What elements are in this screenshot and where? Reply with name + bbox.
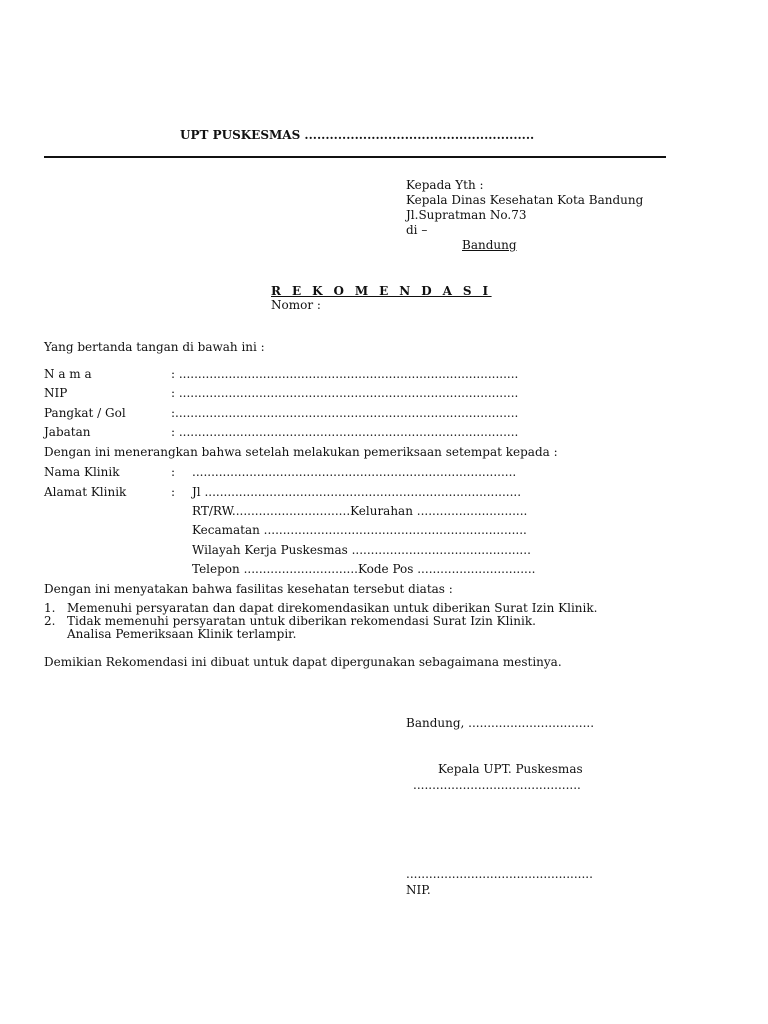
signer-name-dots: ................................................. <box>406 867 593 881</box>
closing-statement: Demikian Rekomendasi ini dibuat untuk dapat dipergunakan sebagaimana mestinya. <box>44 655 562 669</box>
document-number-label: Nomor : <box>271 298 321 312</box>
field-kecamatan: Kecamatan ..................................................................... <box>192 523 527 537</box>
field-rt-rw-kelurahan: RT/RW...............................Kelurahan ............................. <box>192 504 528 518</box>
field-value-nama: : ......................................................................................... <box>171 367 519 381</box>
option-text: Tidak memenuhi persyaratan untuk diberikan rekomendasi Surat Izin Klinik. <box>67 614 536 628</box>
field-colon-nama-klinik: : <box>171 465 176 479</box>
signer-nip: NIP. <box>406 883 431 897</box>
addressee-di: di – <box>406 223 428 237</box>
letterhead-title: UPT PUSKESMAS ....................................................... <box>180 128 535 142</box>
field-value-nama-klinik: ..................................................................................... <box>192 465 517 479</box>
letterhead-rule <box>44 156 666 158</box>
addressee-to: Kepada Yth : <box>406 178 484 192</box>
field-label-nip: NIP <box>44 386 68 400</box>
field-colon-alamat-klinik: : <box>171 485 176 499</box>
signer-position: Kepala UPT. Puskesmas <box>438 762 583 776</box>
field-label-nama: N a m a <box>44 367 92 381</box>
field-value-nip: : ......................................................................................... <box>171 386 519 400</box>
option-number: 1. <box>44 601 56 615</box>
option-text: Memenuhi persyaratan dan dapat direkomendasikan untuk diberikan Surat Izin Klinik. <box>67 601 598 615</box>
addressee-street: Jl.Supratman No.73 <box>406 208 527 222</box>
field-telepon-kodepos: Telepon ..............................Kode Pos ............................... <box>192 562 536 576</box>
field-value-jabatan: : ......................................................................................... <box>171 425 519 439</box>
option-note: Analisa Pemeriksaan Klinik terlampir. <box>67 627 297 641</box>
field-label-pangkat: Pangkat / Gol <box>44 406 126 420</box>
field-label-nama-klinik: Nama Klinik <box>44 465 120 479</box>
field-wilayah-kerja: Wilayah Kerja Puskesmas ............................................... <box>192 543 531 557</box>
document-title: R E K O M E N D A S I <box>271 284 492 298</box>
addressee-city: Bandung <box>462 238 517 252</box>
option-number: 2. <box>44 614 56 628</box>
statement-inspection: Dengan ini menerangkan bahwa setelah melakukan pemeriksaan setempat kepada : <box>44 445 558 459</box>
field-label-alamat-klinik: Alamat Klinik <box>44 485 127 499</box>
field-value-alamat-klinik: Jl ................................................................................... <box>192 485 522 499</box>
statement-declaration: Dengan ini menyatakan bahwa fasilitas kesehatan tersebut diatas : <box>44 582 453 596</box>
place-date: Bandung, ................................. <box>406 716 595 730</box>
field-label-jabatan: Jabatan <box>44 425 91 439</box>
signer-position-dots: ............................................ <box>413 778 581 792</box>
intro-text: Yang bertanda tangan di bawah ini : <box>44 340 265 354</box>
addressee-recipient: Kepala Dinas Kesehatan Kota Bandung <box>406 193 644 207</box>
field-value-pangkat: :.......................................................................................... <box>171 406 519 420</box>
